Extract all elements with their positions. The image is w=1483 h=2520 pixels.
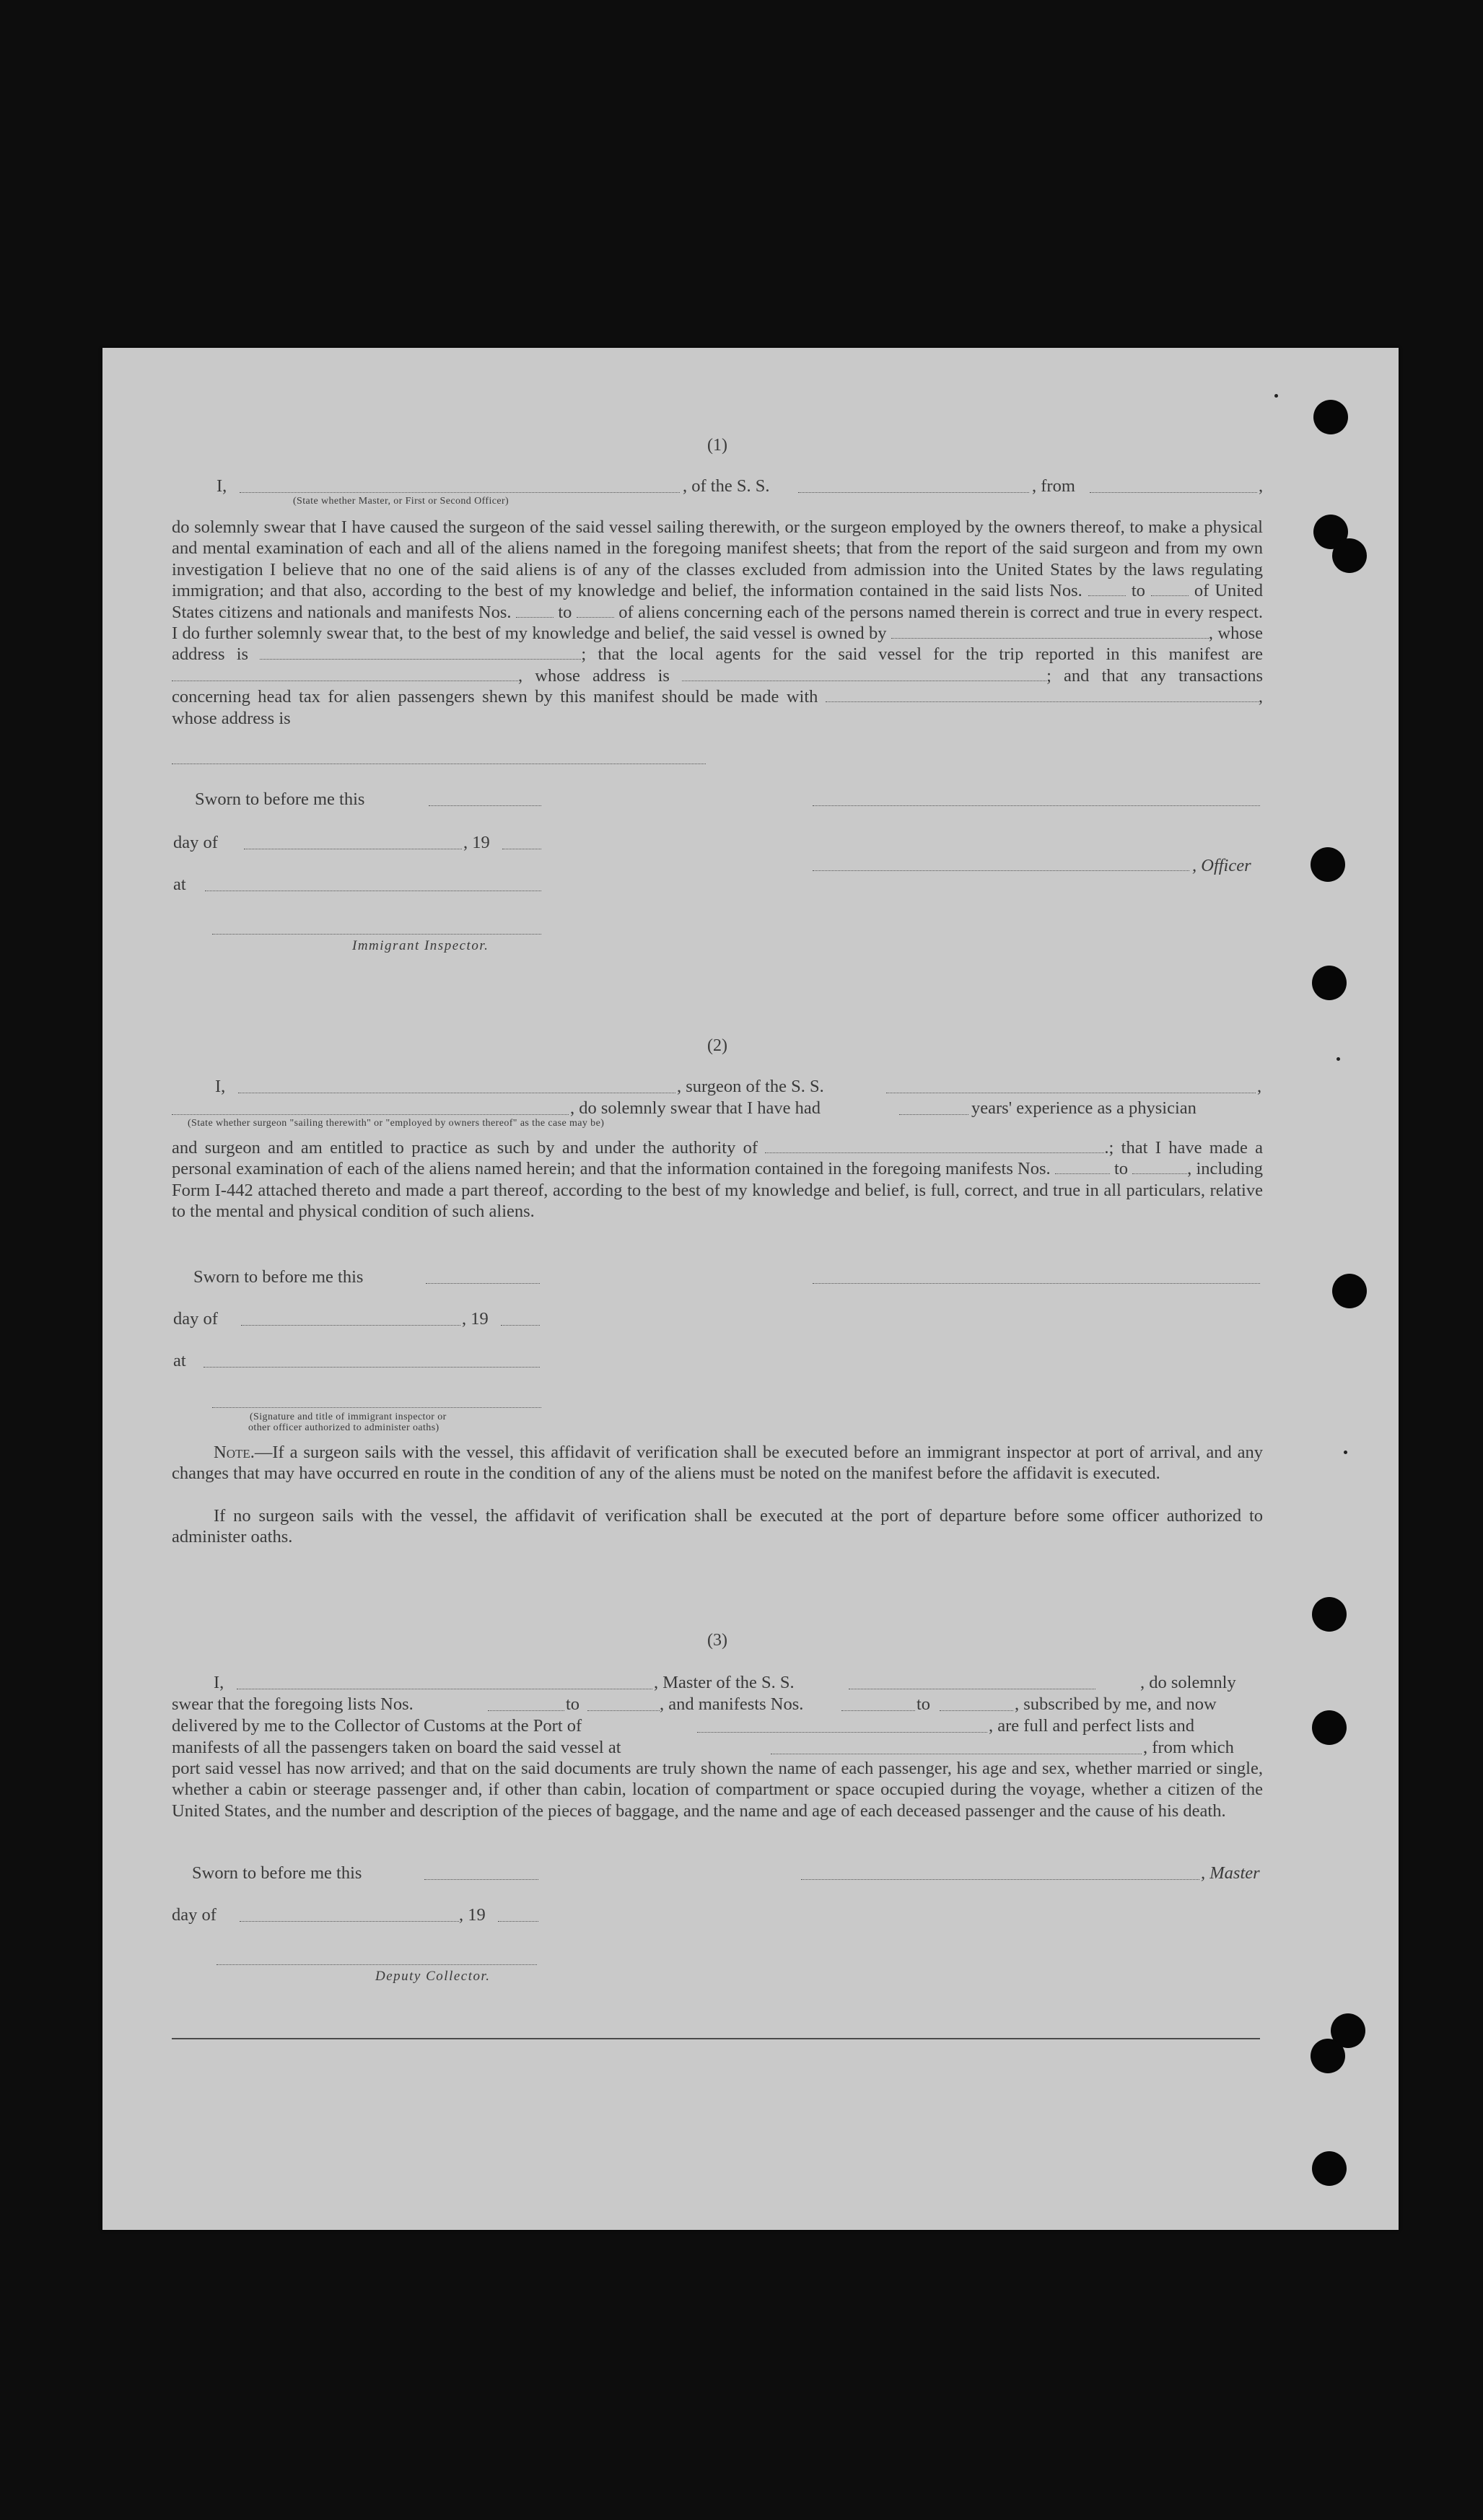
- of-ss-label: , of the S. S.: [683, 476, 770, 496]
- manifests-to-field[interactable]: [940, 1710, 1013, 1711]
- manifests-from-field[interactable]: [516, 613, 554, 618]
- line-i: I,: [214, 1673, 224, 1692]
- signature-caption-2: other officer authorized to administer oaths): [248, 1422, 439, 1433]
- inspector-title: Immigrant Inspector.: [352, 938, 489, 953]
- to-label: to: [566, 1694, 580, 1714]
- punch-hole: [1332, 1274, 1367, 1308]
- section-1: [172, 432, 1263, 966]
- delivered-label: delivered by me to the Collector of Customs at the Port of: [172, 1716, 582, 1736]
- month-field[interactable]: [240, 1921, 459, 1922]
- years-label: years' experience as a physician: [971, 1098, 1197, 1118]
- section-3-paragraph: port said vessel has now arrived; and that on the said documents are truly shown the name of each passenger, his age and sex, whether married or single, whether a cabin or steerage passenger and, if other than cabin, location of compartment or space occupied during the voyage, whether a citizen of the United States, and the number and description of the pieces of baggage, and the name and age of each deceased passenger and the cause of his death.: [172, 1759, 1263, 1821]
- surgeon-caption: (State whether surgeon "sailing therewith" or "employed by owners thereof" as the case may be): [188, 1118, 605, 1129]
- master-label: , Master: [1201, 1863, 1260, 1883]
- ship-name-field[interactable]: [798, 492, 1029, 493]
- master-signature-field[interactable]: [801, 1879, 1199, 1880]
- at-label: at: [173, 1351, 186, 1370]
- month-field[interactable]: [241, 1325, 460, 1326]
- authority-field[interactable]: [765, 1148, 1104, 1153]
- line-i: I,: [216, 476, 227, 496]
- sworn-label: Sworn to before me this: [193, 1267, 364, 1287]
- lists-from-field[interactable]: [488, 1710, 564, 1711]
- manifests-from-field[interactable]: [1055, 1169, 1110, 1174]
- punch-hole: [1313, 400, 1348, 434]
- speck: [1337, 1057, 1340, 1061]
- note-label: Note.: [214, 1443, 255, 1462]
- lists-from-field[interactable]: [1088, 591, 1126, 596]
- speck: [1344, 1451, 1347, 1454]
- at-place-field[interactable]: [204, 1367, 540, 1368]
- punch-hole: [1312, 966, 1347, 1000]
- subscribed-label: , subscribed by me, and now: [1015, 1694, 1217, 1714]
- from-which-label: , from which: [1143, 1738, 1234, 1757]
- swear-lists-label: swear that the foregoing lists Nos.: [172, 1694, 414, 1714]
- owner-address-field[interactable]: [260, 655, 581, 660]
- years-field[interactable]: [899, 1114, 968, 1115]
- section-2: [172, 1036, 1263, 1556]
- year-label: , 19: [459, 1905, 486, 1925]
- manifests-from-field[interactable]: [841, 1710, 915, 1711]
- year-field[interactable]: [498, 1921, 538, 1922]
- surgeon-signature-field[interactable]: [813, 1283, 1260, 1284]
- punch-hole: [1312, 1710, 1347, 1745]
- sworn-day-field[interactable]: [426, 1283, 540, 1284]
- note-paragraph: Note.—If a surgeon sails with the vessel, this affidavit of verification shall be executed before an immigrant inspector at port of arrival, and any changes that may have occurred en route in the condition of any of the aliens must be noted on the manifest before the affidavit is executed.: [172, 1443, 1263, 1484]
- section-3-heading: (3): [707, 1631, 727, 1650]
- section-2-paragraph: and surgeon and am entitled to practice as such by and under the authority of .; that I have made a personal examination of each of the aliens named herein; and that the information contained in the foregoing manifests Nos. to , including Form I-442 attached thereto and made a part thereof, according to the best of my knowledge and belief, is full, correct, and true in all particulars, relative to the mental and physical condition of such aliens.: [172, 1138, 1264, 1222]
- solemnly-label: , do solemnly: [1140, 1673, 1236, 1692]
- officer-title-field[interactable]: [813, 870, 1189, 871]
- master-ss-label: , Master of the S. S.: [654, 1673, 795, 1692]
- punch-hole: [1311, 847, 1345, 882]
- year-field[interactable]: [501, 1325, 540, 1326]
- sworn-day-field[interactable]: [424, 1879, 538, 1880]
- agents-address-field[interactable]: [682, 676, 1046, 681]
- officer-signature-field[interactable]: [813, 805, 1260, 806]
- day-of-label: day of: [172, 1905, 216, 1925]
- year-label: , 19: [462, 1309, 489, 1329]
- officer-label: , Officer: [1192, 856, 1251, 875]
- manifests-label: , and manifests Nos.: [660, 1694, 804, 1714]
- from-port-field[interactable]: [1090, 492, 1257, 493]
- head-tax-field[interactable]: [826, 697, 1259, 702]
- at-label: at: [173, 875, 186, 894]
- section-2-heading: (2): [707, 1036, 727, 1055]
- perfect-lists-label: , are full and perfect lists and: [989, 1716, 1195, 1736]
- collector-title: Deputy Collector.: [375, 1969, 491, 1984]
- note-paragraph-2: If no surgeon sails with the vessel, the affidavit of verification shall be executed at the port of departure before some officer authorized to administer oaths.: [172, 1506, 1263, 1547]
- swear-label: , do solemnly swear that I have had: [570, 1098, 821, 1118]
- inspector-signature-field[interactable]: [212, 1407, 541, 1408]
- from-label: , from: [1032, 476, 1075, 496]
- punch-hole: [1311, 2039, 1345, 2073]
- section-1-paragraph: do solemnly swear that I have caused the surgeon of the said vessel sailing therewith, or the surgeon employed by the owners thereof, to make a physical and mental examination of each and all of the aliens named in the foregoing manifest sheets; that from the report of the said surgeon and from my own investigation I believe that no one of the said aliens is of any of the classes excluded from admission into the United States by the laws regulating immigration; and that also, according to the best of my knowledge and belief, the information contained in the said lists Nos. to of United States citizens and nationals and manifests Nos. to of aliens concerning each of the persons named therein is correct and true in every respect. I do further solemnly swear that, to the best of my knowledge and belief, the said vessel is owned by , whose address is ; that the local agents for the said vessel for the trip reported in this manifest are , whose address is ; and that any transactions concerning head tax for alien passengers shewn by this manifest should be made with , whose address is: [172, 517, 1264, 728]
- section-3: [172, 1631, 1263, 2006]
- officer-name-field[interactable]: [240, 492, 680, 493]
- manifests-all-label: manifests of all the passengers taken on board the said vessel at: [172, 1738, 621, 1757]
- surgeon-ss-label: , surgeon of the S. S.: [677, 1077, 824, 1096]
- sworn-day-field[interactable]: [429, 805, 541, 806]
- signature-caption-1: (Signature and title of immigrant inspector or: [250, 1412, 447, 1422]
- owner-field[interactable]: [891, 634, 1209, 639]
- line-i: I,: [215, 1077, 226, 1096]
- officer-caption: (State whether Master, or First or Second Officer): [293, 496, 509, 507]
- line-end: ,: [1259, 476, 1264, 496]
- day-of-label: day of: [173, 1309, 218, 1329]
- agents-field[interactable]: [172, 676, 518, 681]
- section-1-heading: (1): [707, 436, 727, 455]
- inspector-signature-field[interactable]: [212, 934, 541, 935]
- bottom-rule: [172, 2038, 1260, 2039]
- port-field[interactable]: [697, 1732, 987, 1733]
- surgeon-status-field[interactable]: [172, 1114, 569, 1115]
- speck: [1274, 394, 1278, 398]
- year-label: , 19: [463, 833, 490, 852]
- sworn-label: Sworn to before me this: [195, 789, 365, 809]
- punch-hole: [1312, 1597, 1347, 1632]
- manifests-to-field[interactable]: [1132, 1169, 1187, 1174]
- punch-hole: [1332, 538, 1367, 573]
- punch-hole: [1312, 2151, 1347, 2186]
- manifests-to-field[interactable]: [577, 613, 614, 618]
- sworn-label: Sworn to before me this: [192, 1863, 362, 1883]
- lists-to-field[interactable]: [1151, 591, 1189, 596]
- day-of-label: day of: [173, 833, 218, 852]
- to-label: to: [917, 1694, 931, 1714]
- collector-signature-field[interactable]: [216, 1964, 537, 1965]
- lists-to-field[interactable]: [587, 1710, 660, 1711]
- line-end: ,: [1257, 1077, 1262, 1096]
